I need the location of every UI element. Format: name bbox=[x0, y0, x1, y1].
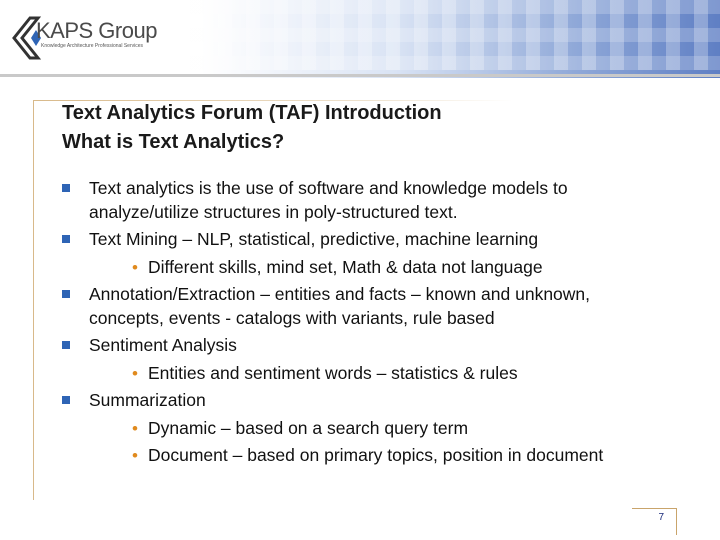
bullet-dot-icon: • bbox=[132, 363, 138, 383]
bullet-list bbox=[62, 177, 702, 472]
sub-bullet-text: Entities and sentiment words – statistics & rules bbox=[148, 362, 518, 383]
sub-bullet-item bbox=[62, 256, 702, 280]
bullet-item bbox=[62, 228, 702, 252]
page-number: 7 bbox=[658, 512, 664, 523]
bullet-text-line: Text analytics is the use of software and knowledge models to bbox=[89, 178, 568, 198]
slide-title-line-2: What is Text Analytics? bbox=[62, 131, 285, 153]
bullet-dot-icon: • bbox=[132, 257, 138, 277]
kaps-logo bbox=[12, 16, 162, 60]
slide-title-line-1: Text Analytics Forum (TAF) Introduction bbox=[62, 102, 442, 124]
bullet-text-line: Summarization bbox=[89, 390, 206, 410]
bullet-text-line: Annotation/Extraction – entities and facts – known and unknown, bbox=[89, 284, 591, 304]
bullet-square-icon bbox=[62, 396, 70, 404]
bullet-text-line: Text Mining – NLP, statistical, predictive, machine learning bbox=[89, 229, 539, 249]
bullet-square-icon bbox=[62, 184, 70, 192]
sub-bullet-item bbox=[62, 417, 702, 441]
bullet-item bbox=[62, 177, 702, 224]
logo-tagline: Knowledge Architecture Professional Services bbox=[41, 43, 143, 49]
bullet-item bbox=[62, 334, 702, 358]
bullet-dot-icon: • bbox=[132, 446, 138, 465]
sub-bullet-text: Different skills, mind set, Math & data not language bbox=[148, 256, 543, 277]
header-pattern bbox=[190, 0, 720, 70]
slide-title bbox=[62, 99, 442, 157]
bullet-item bbox=[62, 283, 702, 330]
title-frame-vertical bbox=[33, 100, 34, 500]
page-number-frame bbox=[632, 508, 677, 535]
bullet-square-icon bbox=[62, 290, 70, 298]
bullet-text-line: analyze/utilize structures in poly-structured text. bbox=[89, 201, 458, 222]
bullet-item bbox=[62, 389, 702, 413]
bullet-dot-icon: • bbox=[132, 418, 138, 438]
sub-bullet-text: Dynamic – based on a search query term bbox=[148, 417, 469, 438]
bullet-square-icon bbox=[62, 341, 70, 349]
sub-bullet-text: Document – based on primary topics, position in document bbox=[148, 445, 604, 465]
sub-bullet-item bbox=[62, 362, 702, 386]
bullet-square-icon bbox=[62, 235, 70, 243]
header-divider bbox=[0, 74, 720, 77]
bullet-text-line: Sentiment Analysis bbox=[89, 335, 237, 355]
logo-name: KAPS Group bbox=[36, 18, 157, 43]
bullet-text-line: concepts, events - catalogs with variants, rule based bbox=[89, 307, 495, 328]
sub-bullet-item bbox=[62, 444, 702, 468]
